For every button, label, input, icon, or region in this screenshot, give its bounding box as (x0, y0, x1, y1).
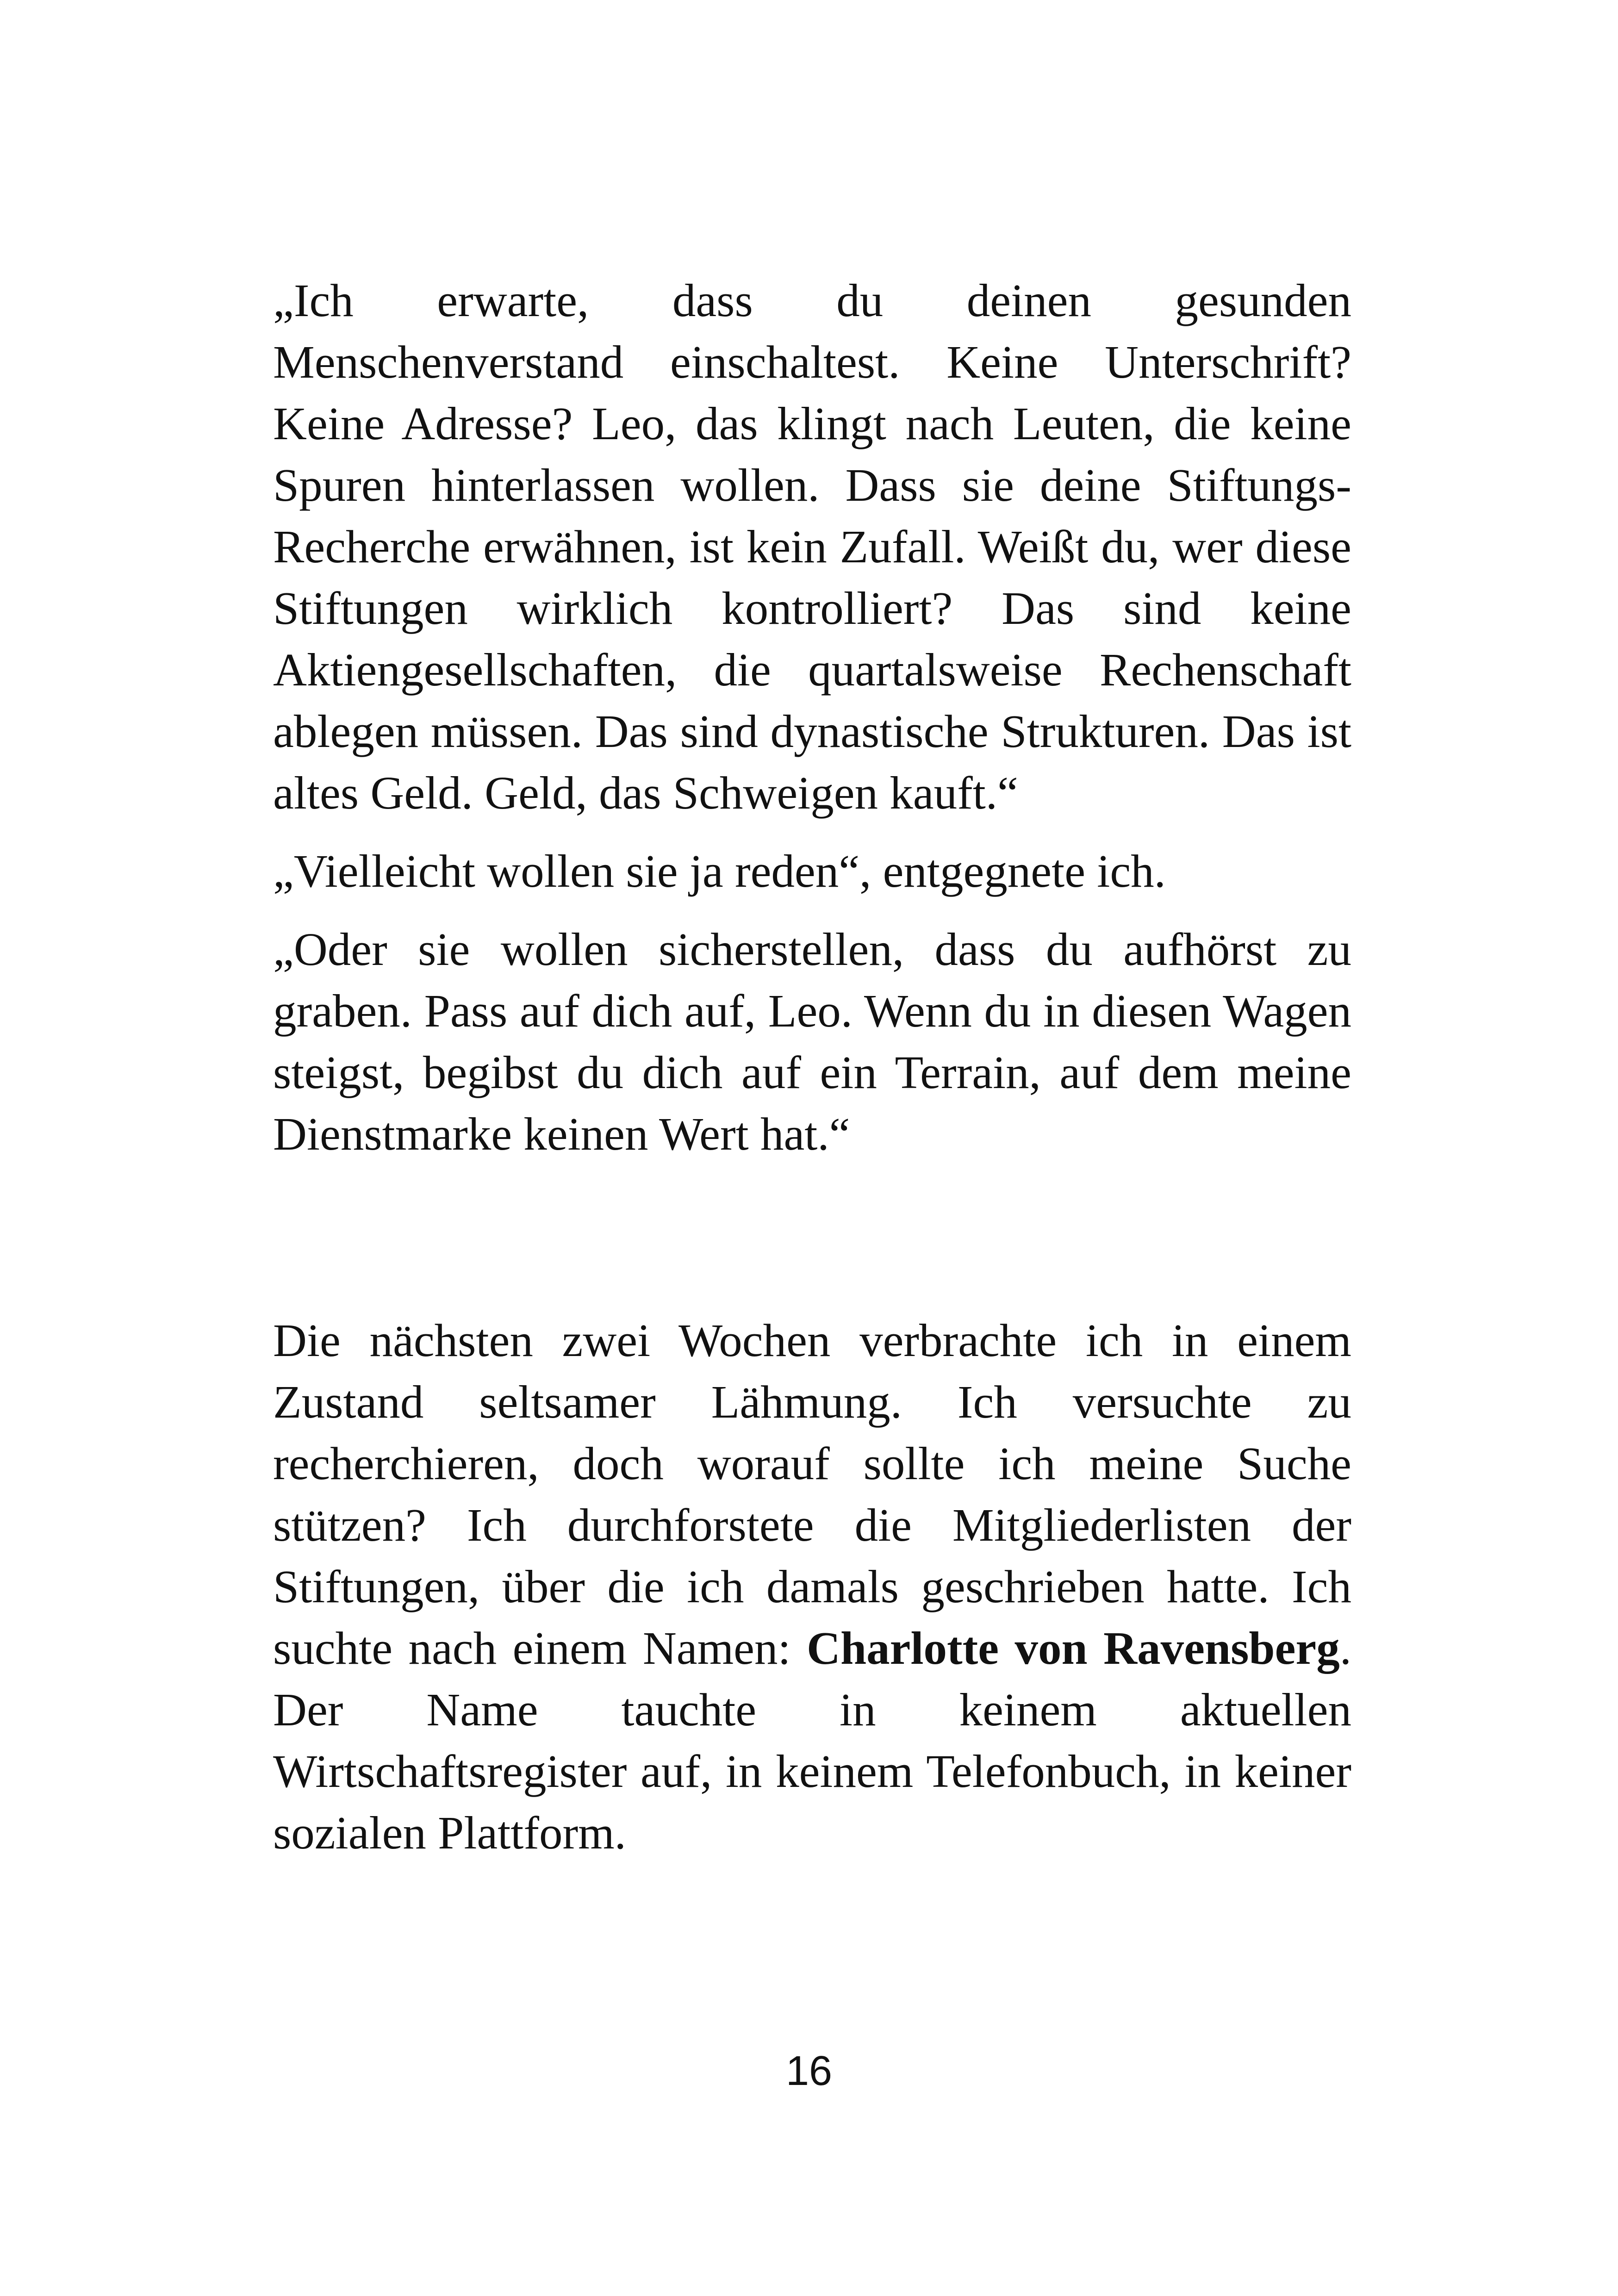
paragraph-text-after: . Der Name tauchte in keinem aktuellen Wirtschaftsregister auf, in keinem Telefonbuch, in keiner sozialen Plattform. (273, 1622, 1351, 1859)
dialogue-section (273, 270, 1351, 1182)
bold-name: Charlotte von Ravensberg (807, 1622, 1340, 1674)
page-number: 16 (785, 2048, 833, 2094)
paragraph: „Vielleicht wollen sie ja reden“, entgegnete ich. (273, 845, 1166, 897)
paragraph (273, 1310, 1351, 1864)
paragraph: „Oder sie wollen sicherstellen, dass du aufhörst zu graben. Pass auf dich auf, Leo. Wenn du in diesen Wagen steigst, begibst du dich auf ein Terrain, auf dem meine Dienstmarke keinen Wert hat.“ (273, 923, 1351, 1160)
paragraph: „Ich erwarte, dass du deinen gesunden Menschenverstand einschaltest. Keine Unterschrift? Keine Adresse? Leo, das klingt nach Leuten, die keine Spuren hinterlassen wollen. Dass sie deine Stiftungs-Recherche erwähnen, ist kein Zufall. Weißt du, wer diese Stiftungen wirklich kontrolliert? Das sind keine Aktiengesellschaften, die quartalsweise Rechenschaft ablegen müssen. Das sind dynastische Strukturen. Das ist altes Geld. Geld, das Schweigen kauft.“ (273, 274, 1351, 819)
narrative-section (273, 1310, 1351, 1880)
paragraph-text-before: Die nächsten zwei Wochen verbrachte ich in einem Zustand seltsamer Lähmung. Ich versuchte zu recherchieren, doch worauf sollte ich meine Suche stützen? Ich durchforstete die Mitgliederlisten der Stiftungen, über die ich damals geschrieben hatte. Ich suchte nach einem Namen: (273, 1314, 1351, 1674)
